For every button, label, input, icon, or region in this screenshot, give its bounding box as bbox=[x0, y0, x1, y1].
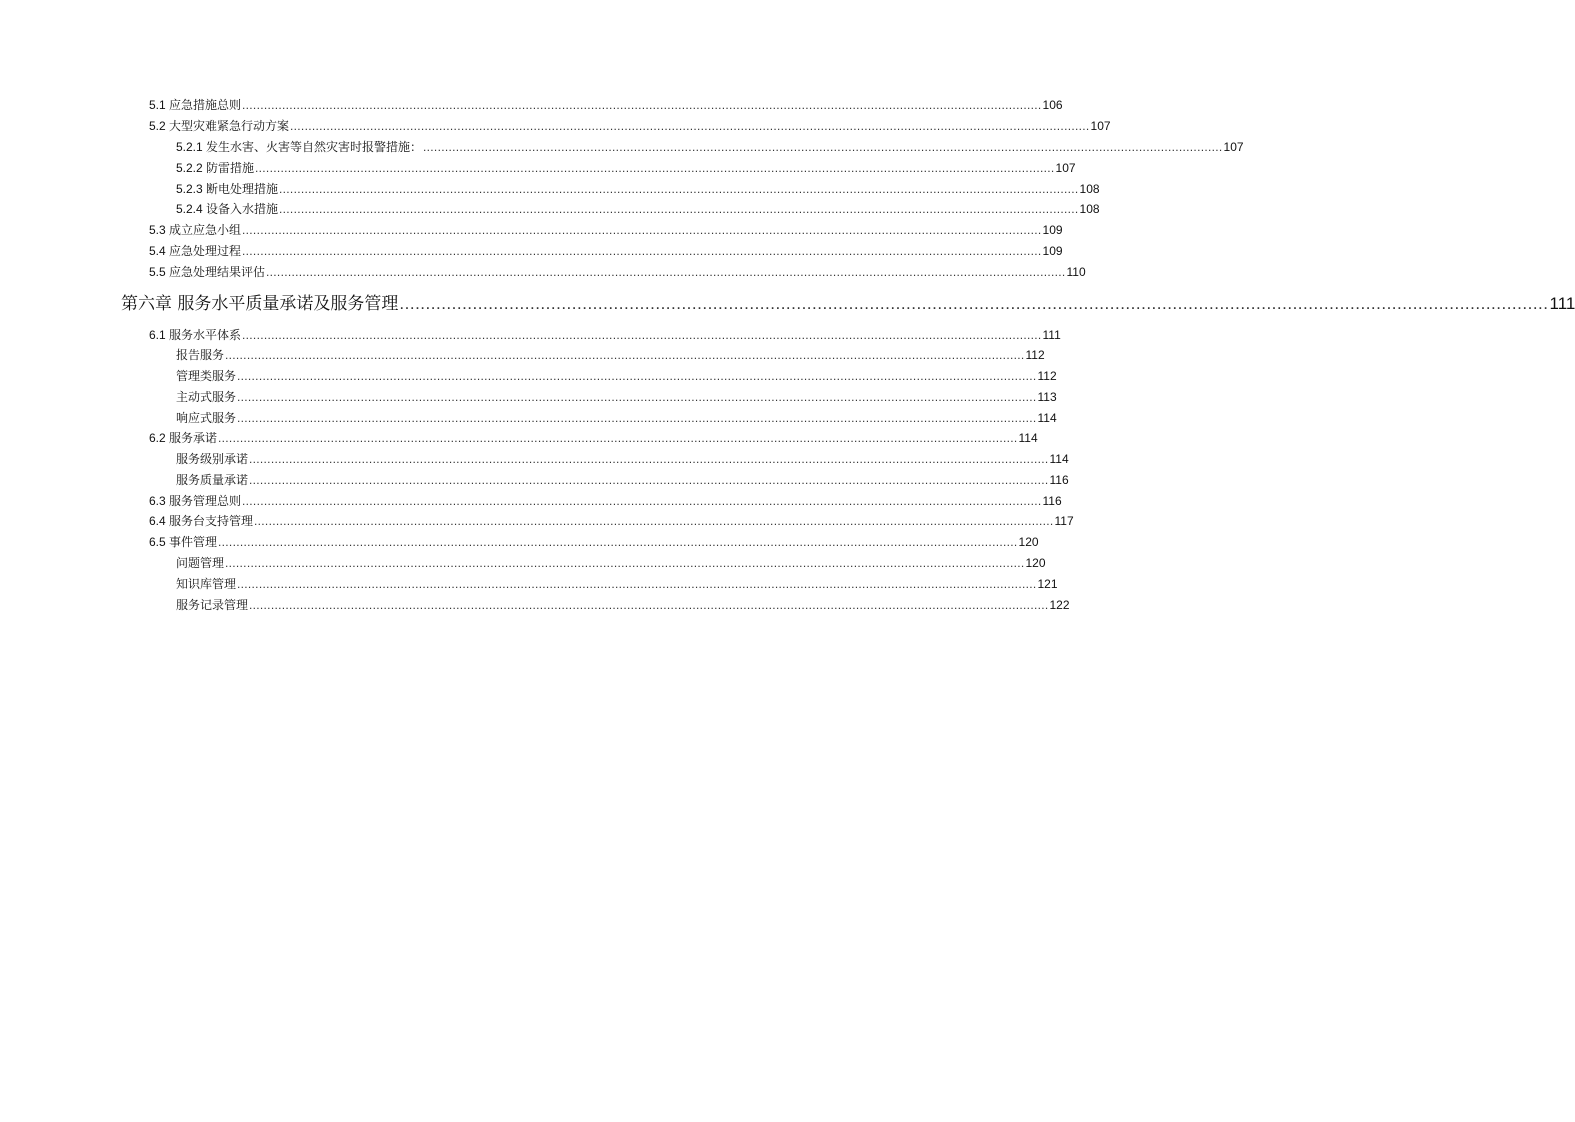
toc-entry-title: 管理类服务 bbox=[176, 369, 237, 383]
toc-entry-title: 6.3 服务管理总则 bbox=[149, 494, 242, 508]
toc-entry[interactable] bbox=[149, 98, 1063, 113]
toc-leader-dots: ............................................................................................................................................................................................................................ bbox=[242, 98, 1042, 112]
toc-leader-dots: ............................................................................................................................................................................................................................ bbox=[225, 556, 1025, 570]
toc-entry-page: 117 bbox=[1054, 514, 1074, 528]
toc-chapter-entry[interactable] bbox=[121, 293, 1575, 315]
toc-entry-title: 服务质量承诺 bbox=[176, 473, 249, 487]
toc-entry[interactable] bbox=[176, 140, 1244, 155]
toc-entry-title: 6.1 服务水平体系 bbox=[149, 328, 242, 342]
toc-entry-page: 113 bbox=[1037, 390, 1057, 404]
toc-entry-page: 114 bbox=[1018, 431, 1038, 445]
toc-entry-title: 5.5 应急处理结果评估 bbox=[149, 265, 266, 279]
toc-entry-title: 5.2.4 设备入水措施 bbox=[176, 202, 279, 216]
toc-entry-title: 知识库管理 bbox=[176, 577, 237, 591]
toc-entry-title: 5.3 成立应急小组 bbox=[149, 223, 242, 237]
toc-entry-title: 6.5 事件管理 bbox=[149, 535, 218, 549]
toc-entry[interactable] bbox=[149, 328, 1061, 343]
toc-entry[interactable] bbox=[149, 494, 1062, 509]
toc-chapter-page: 111 bbox=[1549, 294, 1575, 313]
toc-entry-page: 120 bbox=[1025, 556, 1046, 570]
toc-entry[interactable] bbox=[176, 182, 1100, 197]
toc-entry-title: 5.2.1 发生水害、火害等自然灾害时报警措施： bbox=[176, 140, 423, 154]
toc-leader-dots: ............................................................................................................................................................................................................................ bbox=[225, 348, 1025, 362]
toc-entry-page: 108 bbox=[1079, 182, 1100, 196]
toc-entry-page: 122 bbox=[1049, 598, 1070, 612]
toc-entry-page: 107 bbox=[1223, 140, 1244, 154]
toc-entry[interactable] bbox=[176, 598, 1070, 613]
toc-entry[interactable] bbox=[176, 369, 1057, 384]
toc-leader-dots: ............................................................................................................................................................................................................................ bbox=[218, 535, 1018, 549]
toc-entry-title: 报告服务 bbox=[176, 348, 225, 362]
toc-entry-page: 112 bbox=[1025, 348, 1045, 362]
toc-entry-title: 响应式服务 bbox=[176, 411, 237, 425]
toc-leader-dots: ............................................................................................................................................................................................................................ bbox=[266, 265, 1066, 279]
toc-leader-dots: ............................................................................................................................................................................................................................ bbox=[249, 473, 1049, 487]
toc-leader-dots: ............................................................................................................................................................................................................................ bbox=[399, 294, 1549, 313]
toc-entry[interactable] bbox=[176, 577, 1058, 592]
toc-entry-title: 5.2 大型灾难紧急行动方案 bbox=[149, 119, 290, 133]
toc-leader-dots: ............................................................................................................................................................................................................................ bbox=[249, 452, 1049, 466]
toc-leader-dots: ............................................................................................................................................................................................................................ bbox=[237, 411, 1037, 425]
toc-entry[interactable] bbox=[176, 202, 1100, 217]
toc-entry-page: 111 bbox=[1042, 328, 1061, 342]
toc-leader-dots: ............................................................................................................................................................................................................................ bbox=[279, 202, 1079, 216]
toc-leader-dots: ............................................................................................................................................................................................................................ bbox=[254, 514, 1054, 528]
toc-entry[interactable] bbox=[149, 431, 1038, 446]
toc-entry[interactable] bbox=[149, 223, 1063, 238]
toc-leader-dots: ............................................................................................................................................................................................................................ bbox=[423, 140, 1223, 154]
toc-entry[interactable] bbox=[149, 535, 1039, 550]
toc-entry-page: 116 bbox=[1042, 494, 1062, 508]
toc-entry-page: 110 bbox=[1066, 265, 1086, 279]
toc-leader-dots: ............................................................................................................................................................................................................................ bbox=[279, 182, 1079, 196]
toc-entry-page: 106 bbox=[1042, 98, 1063, 112]
toc-entry-title: 主动式服务 bbox=[176, 390, 237, 404]
toc-entry-page: 114 bbox=[1049, 452, 1069, 466]
toc-entry-title: 6.2 服务承诺 bbox=[149, 431, 218, 445]
toc-entry[interactable] bbox=[176, 473, 1069, 488]
toc-entry-page: 112 bbox=[1037, 369, 1057, 383]
toc-leader-dots: ............................................................................................................................................................................................................................ bbox=[242, 494, 1042, 508]
toc-leader-dots: ............................................................................................................................................................................................................................ bbox=[242, 223, 1042, 237]
toc-leader-dots: ............................................................................................................................................................................................................................ bbox=[242, 328, 1042, 342]
toc-entry[interactable] bbox=[176, 161, 1076, 176]
toc-leader-dots: ............................................................................................................................................................................................................................ bbox=[290, 119, 1090, 133]
toc-entry-title: 服务记录管理 bbox=[176, 598, 249, 612]
toc-entry-title: 6.4 服务台支持管理 bbox=[149, 514, 254, 528]
toc-entry-title: 5.4 应急处理过程 bbox=[149, 244, 242, 258]
toc-entry[interactable] bbox=[176, 556, 1046, 571]
toc-entry[interactable] bbox=[149, 265, 1086, 280]
toc-entry[interactable] bbox=[176, 390, 1057, 405]
toc-leader-dots: ............................................................................................................................................................................................................................ bbox=[237, 369, 1037, 383]
toc-entry-page: 108 bbox=[1079, 202, 1100, 216]
toc-entry-page: 114 bbox=[1037, 411, 1057, 425]
toc-leader-dots: ............................................................................................................................................................................................................................ bbox=[237, 390, 1037, 404]
toc-entry[interactable] bbox=[149, 244, 1063, 259]
toc-entry-title: 5.2.3 断电处理措施 bbox=[176, 182, 279, 196]
toc-entry-title: 服务级别承诺 bbox=[176, 452, 249, 466]
toc-entry[interactable] bbox=[149, 119, 1111, 134]
toc-leader-dots: ............................................................................................................................................................................................................................ bbox=[237, 577, 1037, 591]
toc-entry[interactable] bbox=[149, 514, 1074, 529]
toc-leader-dots: ............................................................................................................................................................................................................................ bbox=[218, 431, 1018, 445]
toc-entry-title: 5.1 应急措施总则 bbox=[149, 98, 242, 112]
toc-entry[interactable] bbox=[176, 411, 1057, 426]
toc-chapter-title: 第六章 服务水平质量承诺及服务管理 bbox=[121, 294, 399, 314]
toc-entry-title: 5.2.2 防雷措施 bbox=[176, 161, 255, 175]
toc-entry-title: 问题管理 bbox=[176, 556, 225, 570]
toc-entry-page: 120 bbox=[1018, 535, 1039, 549]
toc-entry-page: 121 bbox=[1037, 577, 1058, 591]
toc-entry-page: 107 bbox=[1090, 119, 1111, 133]
toc-leader-dots: ............................................................................................................................................................................................................................ bbox=[249, 598, 1049, 612]
toc-entry-page: 109 bbox=[1042, 244, 1063, 258]
toc-entry-page: 109 bbox=[1042, 223, 1063, 237]
toc-entry-page: 116 bbox=[1049, 473, 1069, 487]
toc-entry[interactable] bbox=[176, 452, 1069, 467]
toc-entry[interactable] bbox=[176, 348, 1045, 363]
toc-leader-dots: ............................................................................................................................................................................................................................ bbox=[255, 161, 1055, 175]
toc-leader-dots: ............................................................................................................................................................................................................................ bbox=[242, 244, 1042, 258]
toc-entry-page: 107 bbox=[1055, 161, 1076, 175]
